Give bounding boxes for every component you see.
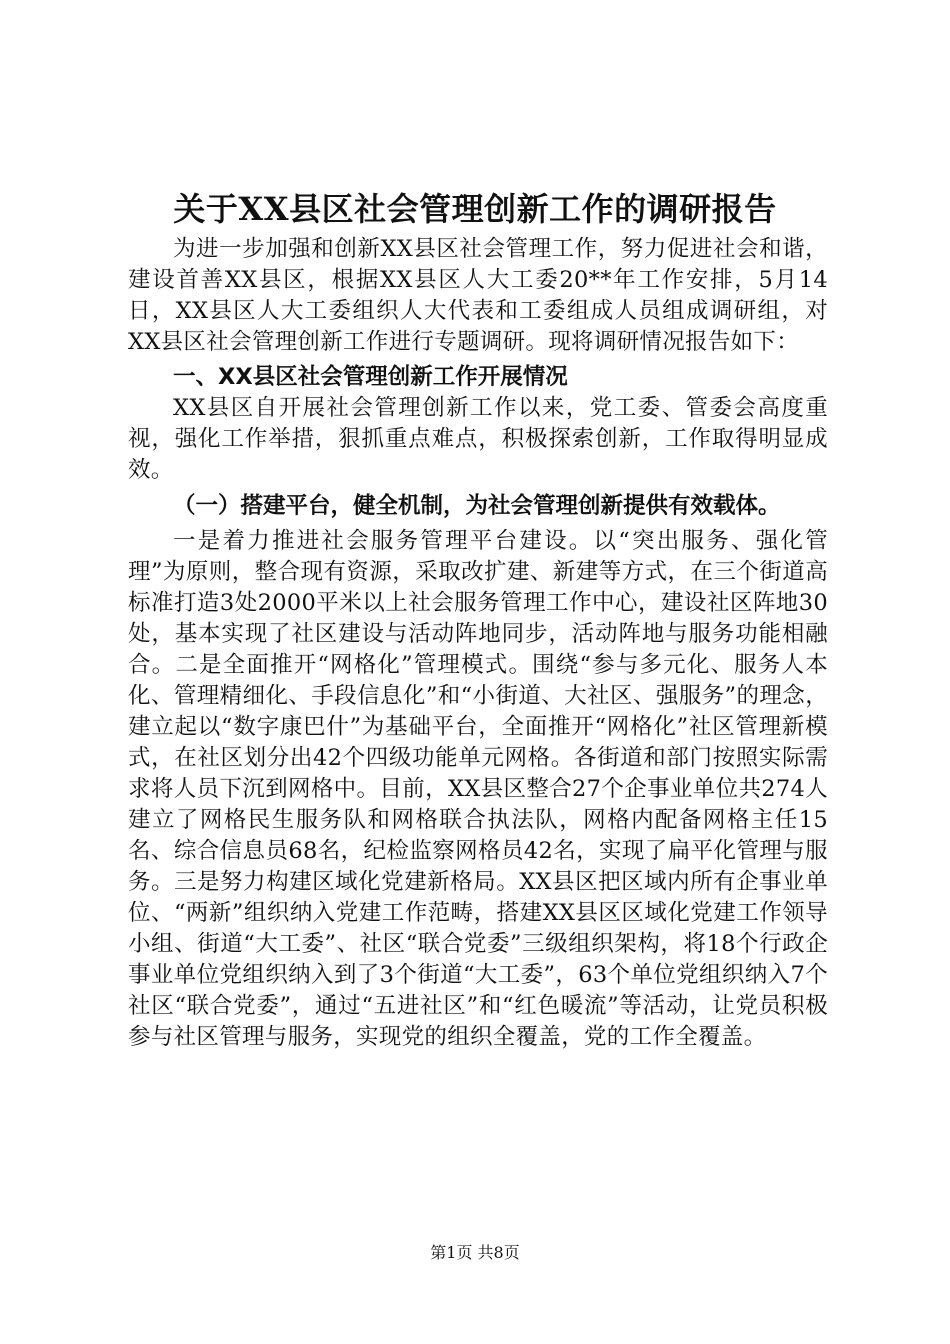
document-body: [128, 234, 828, 1053]
intro-paragraph: 为进一步加强和创新XX县区社会管理工作，努力促进社会和谐，建设首善XX县区，根据XX县区人大工委20**年工作安排，5月14日，XX县区人大工委组织人大代表和工委组成人员组成调研组，对XX县区社会管理创新工作进行专题调研。现将调研情况报告如下：: [128, 236, 828, 355]
subsection-1-heading: （一）搭建平台，健全机制，为社会管理创新提供有效载体。: [173, 493, 781, 519]
subsection-1-body: 一是着力推进社会服务管理平台建设。以“突出服务、强化管理”为原则，整合现有资源，采取改扩建、新建等方式，在三个街道高标准打造3处2000平米以上社会服务管理工作中心，建设社区阵地30处，基本实现了社区建设与活动阵地同步，活动阵地与服务功能相融合。二是全面推开“网格化”管理模式。围绕“参与多元化、服务人本化、管理精细化、手段信息化”和“小街道、大社区、强服务”的理念，建立起以“数字康巴什”为基础平台，全面推开“网格化”社区管理新模式，在社区划分出42个四级功能单元网格。各街道和部门按照实际需求将人员下沉到网格中。目前，XX县区整合27个企事业单位共274人建立了网格民生服务队和网格联合执法队，网格内配备网格主任15名、综合信息员68名，纪检监察网格员42名，实现了扁平化管理与服务。三是努力构建区域化党建新格局。XX县区把区域内所有企事业单位、“两新”组织纳入党建工作范畴，搭建XX县区区域化党建工作领导小组、街道“大工委”、社区“联合党委”三级组织架构，将18个行政企事业单位党组织纳入到了3个街道“大工委”，63个单位党组织纳入7个社区“联合党委”，通过“五进社区”和“红色暖流”等活动，让党员积极参与社区管理与服务，实现党的组织全覆盖，党的工作全覆盖。: [128, 528, 828, 1050]
document-title: 关于XX县区社会管理创新工作的调研报告: [173, 190, 777, 228]
page-indicator: 第1页 共8页: [430, 1243, 520, 1262]
section-1-summary: XX县区自开展社会管理创新工作以来，党工委、管委会高度重视，强化工作举措，狠抓重点难点，积极探索创新，工作取得明显成效。: [128, 395, 828, 483]
section-1-heading: 一、XX县区社会管理创新工作开展情况: [173, 364, 568, 390]
